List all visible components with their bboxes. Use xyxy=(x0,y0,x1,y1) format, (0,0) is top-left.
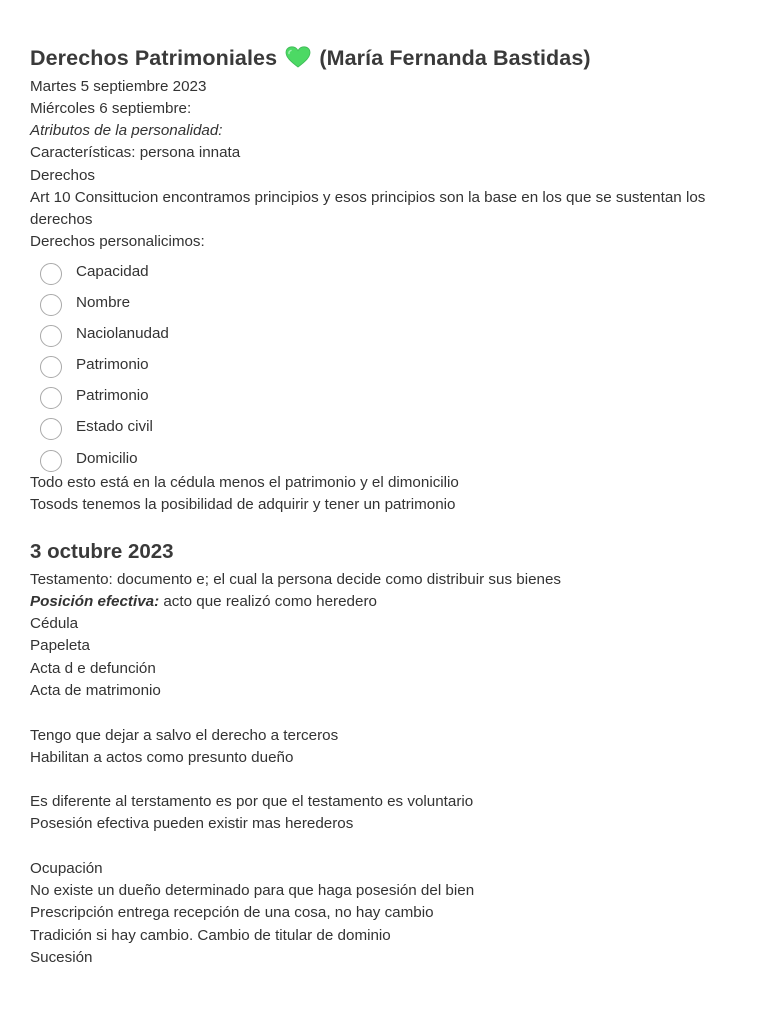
text-line-herederos: Posesión efectiva pueden existir mas herederos xyxy=(30,815,354,832)
text-line-prescripcion: Prescripción entrega recepción de una cosa, no hay cambio xyxy=(30,904,434,921)
title-text-author: (María Fernanda Bastidas) xyxy=(319,46,591,70)
checklist-label: Naciolanudad xyxy=(76,325,169,342)
checklist-item-capacidad xyxy=(40,263,340,289)
text-line-patrimonio-note: Tosods tenemos la posibilidad de adquirir y tener un patrimonio xyxy=(30,496,456,513)
date-line-2: Miércoles 6 septiembre: xyxy=(30,100,192,117)
text-line-posicion-efectiva xyxy=(30,591,377,613)
text-line-caracteristicas: Características: persona innata xyxy=(30,144,241,161)
checkbox-circle-icon[interactable] xyxy=(40,325,62,347)
title-text-main: Derechos Patrimoniales xyxy=(30,46,278,70)
text-line-sucesion: Sucesión xyxy=(30,949,93,966)
checklist-label: Patrimonio xyxy=(76,387,149,404)
text-line-tradicion: Tradición si hay cambio. Cambio de titular de dominio xyxy=(30,927,391,944)
doc-item-defuncion: Acta d e defunción xyxy=(30,660,156,677)
date-line-1: Martes 5 septiembre 2023 xyxy=(30,78,207,95)
text-line-dueno-determinado: No existe un dueño determinado para que haga posesión del bien xyxy=(30,882,475,899)
checklist-item-patrimonio-1 xyxy=(40,356,340,382)
checklist-label: Estado civil xyxy=(76,418,153,435)
checkbox-circle-icon[interactable] xyxy=(40,418,62,440)
note-title xyxy=(30,46,591,71)
checklist-label: Capacidad xyxy=(76,263,149,280)
checklist-item-nombre xyxy=(40,294,340,320)
text-line-diferente: Es diferente al terstamento es por que el testamento es voluntario xyxy=(30,793,474,810)
checkbox-circle-icon[interactable] xyxy=(40,294,62,316)
text-line-personalicimos: Derechos personalicimos: xyxy=(30,233,205,250)
text-line-derechos: Derechos xyxy=(30,167,95,184)
checklist-item-estado-civil xyxy=(40,418,340,444)
checkbox-circle-icon[interactable] xyxy=(40,263,62,285)
checklist-label: Patrimonio xyxy=(76,356,149,373)
checklist-label: Domicilio xyxy=(76,450,138,467)
text-paragraph-art10: Art 10 Consittucion encontramos principios y esos principios son la base en los que se sustentan los derechos xyxy=(30,189,706,228)
checkbox-circle-icon[interactable] xyxy=(40,356,62,378)
doc-item-cedula: Cédula xyxy=(30,615,79,632)
doc-item-papeleta: Papeleta xyxy=(30,637,90,654)
text-line-testamento: Testamento: documento e; el cual la persona decide como distribuir sus bienes xyxy=(30,571,562,588)
posicion-text: acto que realizó como heredero xyxy=(159,593,377,610)
checkbox-circle-icon[interactable] xyxy=(40,387,62,409)
doc-item-matrimonio: Acta de matrimonio xyxy=(30,682,161,699)
checkbox-circle-icon[interactable] xyxy=(40,450,62,472)
text-line-ocupacion: Ocupación xyxy=(30,860,103,877)
subtitle-atributos: Atributos de la personalidad: xyxy=(30,122,223,139)
green-heart-icon xyxy=(285,46,311,68)
posicion-label: Posición efectiva: xyxy=(30,593,160,610)
section-heading-octubre: 3 octubre 2023 xyxy=(30,540,174,563)
text-line-presunto-dueno: Habilitan a actos como presunto dueño xyxy=(30,749,294,766)
text-line-cedula-note: Todo esto está en la cédula menos el patrimonio y el dimonicilio xyxy=(30,474,459,491)
text-line-terceros: Tengo que dejar a salvo el derecho a terceros xyxy=(30,727,339,744)
checklist-label: Nombre xyxy=(76,294,131,311)
checklist-item-nacionalidad xyxy=(40,325,340,351)
checklist-item-patrimonio-2 xyxy=(40,387,340,413)
